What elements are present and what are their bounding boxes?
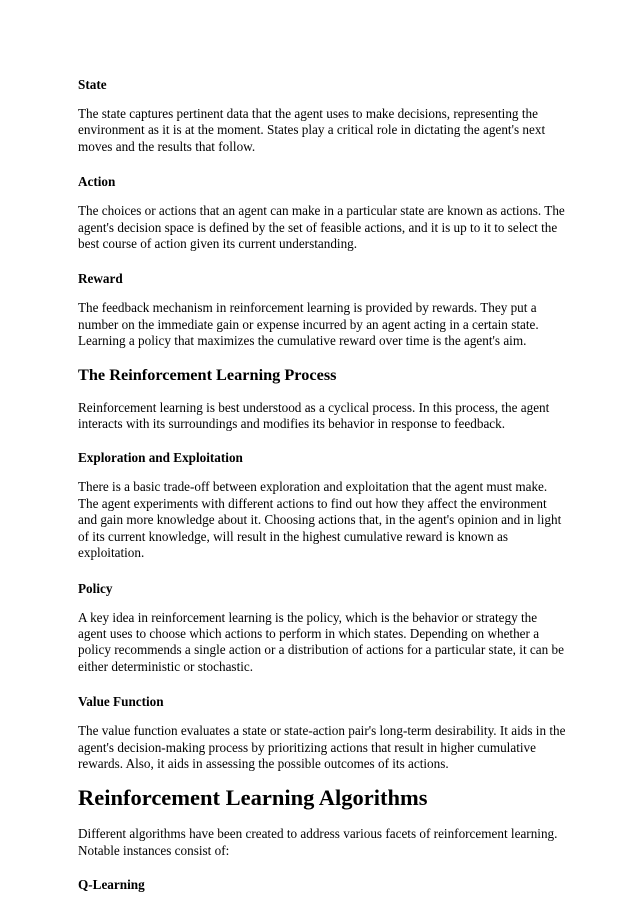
paragraph-action: The choices or actions that an agent can make in a particular state are known as actions. The agent's decision space is defined by the set of feasible actions, and it is up to it to select the best course of action given its current understanding. [78, 203, 565, 252]
section-heading-algorithms: Reinforcement Learning Algorithms [78, 785, 428, 811]
document-page [78, 77, 568, 893]
paragraph-algorithms: Different algorithms have been created to address various facets of reinforcement learning. Notable instances consist of: [78, 826, 558, 858]
section-heading-q-learning: Q-Learning [78, 877, 145, 893]
section-heading-policy: Policy [78, 580, 113, 596]
paragraph-policy: A key idea in reinforcement learning is the policy, which is the behavior or strategy the agent uses to choose which actions to perform in which states. Depending on whether a policy recommends a single action or a distribution of actions for a particular state, it can be either deterministic or stochastic. [78, 609, 564, 674]
section-heading-reward: Reward [78, 271, 123, 287]
paragraph-value-function: The value function evaluates a state or state-action pair's long-term desirability. It aids in the agent's decision-making process by prioritizing actions that result in higher cumulative rewards. Also, it aids in assessing the possible outcomes of its actions. [78, 723, 566, 771]
paragraph-reward: The feedback mechanism in reinforcement learning is provided by rewards. They put a number on the immediate gain or expense incurred by an agent acting in a certain state. Learning a policy that maximizes the cumulative reward over time is the agent's aim. [78, 300, 539, 349]
paragraph-state: The state captures pertinent data that the agent uses to make decisions, representing the environment as it is at the moment. States play a critical role in dictating the agent's next moves and the results that follow. [78, 106, 546, 154]
paragraph-exploration: There is a basic trade-off between exploration and exploitation that the agent must make. The agent experiments with different actions to find out how they affect the environment and gain more knowledge about it. Choosing actions that, in the agent's opinion and in light of its current knowledge, will result in the highest cumulative reward is known as exploitation. [78, 479, 562, 561]
section-heading-state: State [78, 77, 107, 92]
section-heading-value-function: Value Function [78, 694, 164, 710]
section-heading-process: The Reinforcement Learning Process [78, 364, 337, 384]
section-heading-action: Action [78, 174, 116, 190]
paragraph-process: Reinforcement learning is best understood as a cyclical process. In this process, the agent interacts with its surroundings and modifies its behavior in response to feedback. [78, 399, 550, 432]
section-heading-exploration: Exploration and Exploitation [78, 450, 243, 466]
